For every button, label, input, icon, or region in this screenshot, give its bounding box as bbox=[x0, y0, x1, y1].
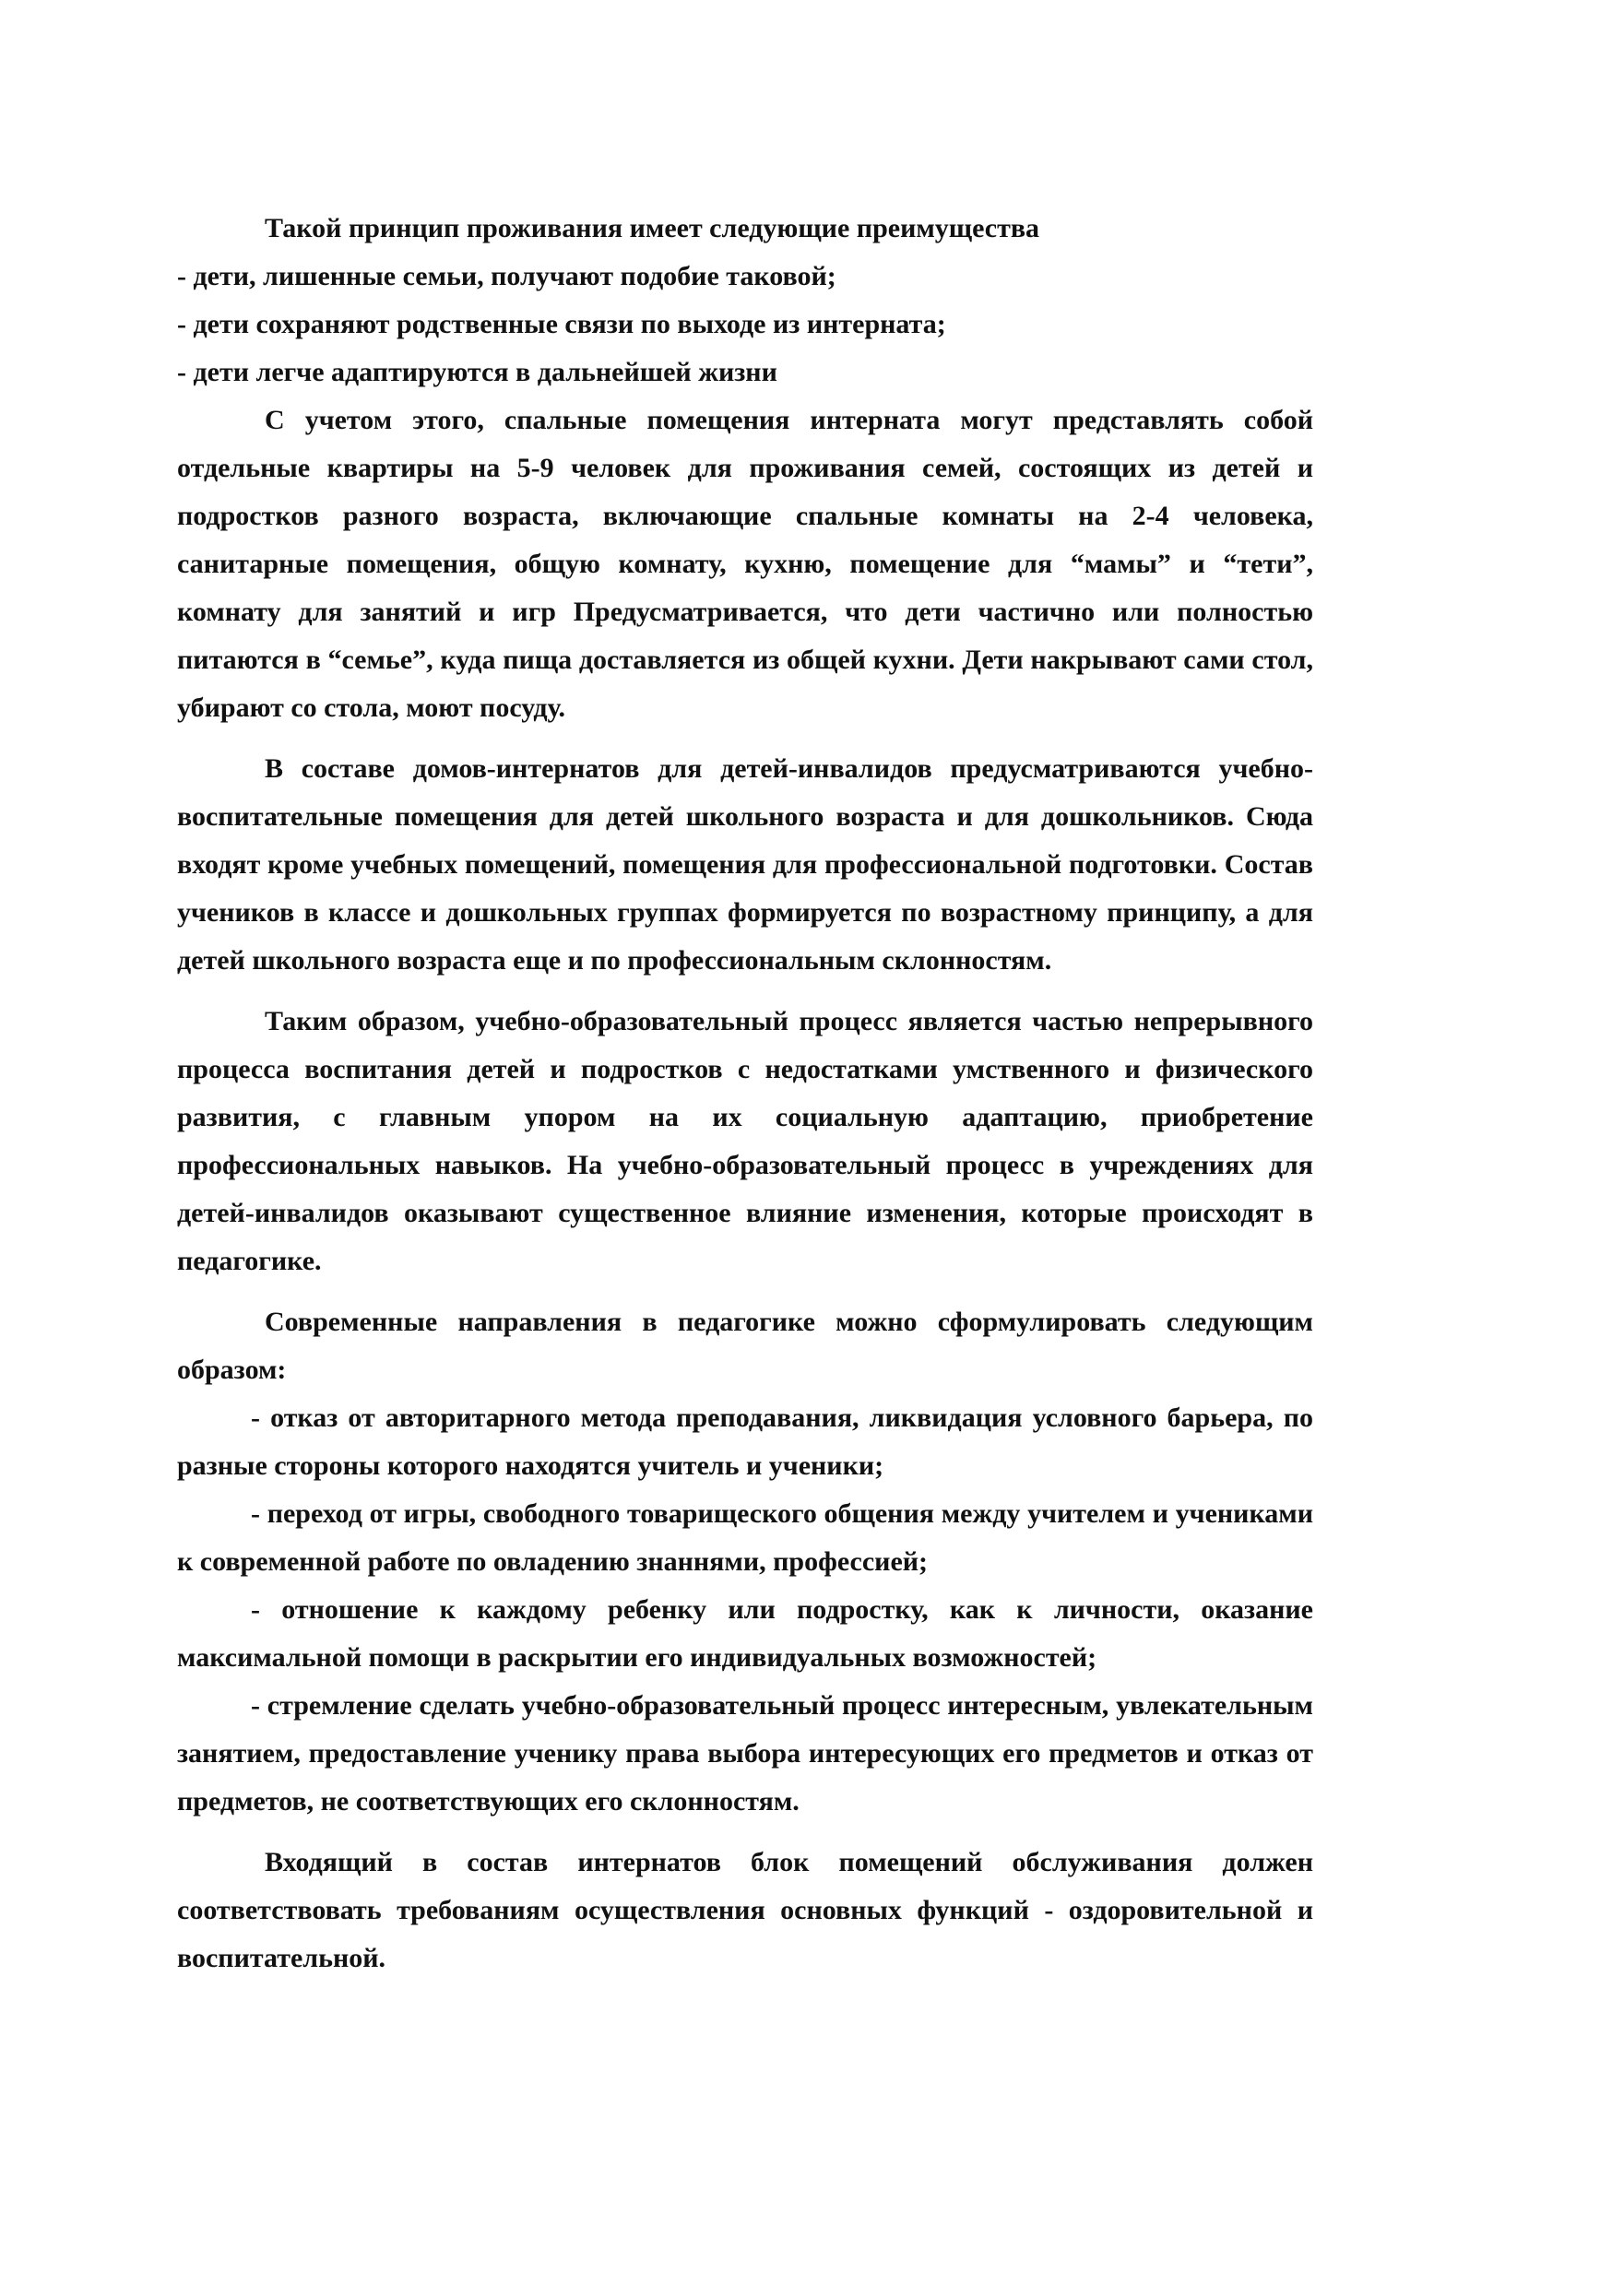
document-body bbox=[177, 205, 1313, 1982]
list-item: - отказ от авторитарного метода преподавания, ликвидация условного барьера, по разные стороны которого находятся учитель и ученики; bbox=[177, 1402, 1313, 1481]
paragraph: Такой принцип проживания имеет следующие преимущества bbox=[265, 213, 1040, 243]
list-item: - отношение к каждому ребенку или подростку, как к личности, оказание максимальной помощи в раскрытии его индивидуальных возможностей; bbox=[177, 1594, 1313, 1673]
list-item: - переход от игры, свободного товарищеского общения между учителем и учениками к современной работе по овладению знаннями, профессией; bbox=[177, 1498, 1313, 1577]
list-item: - дети сохраняют родственные связи по выходе из интерната; bbox=[177, 309, 946, 339]
paragraph: Таким образом, учебно-образовательный процесс является частью непрерывного процесса воспитания детей и подростков с недостатками умственного и физического развития, с главным упором на их социальную адаптацию, приобретение профессиональных навыков. На учебно-образовательный процесс в учреждениях для детей-инвалидов оказывают существенное влияние изменения, которые происходят в педагогике. bbox=[177, 1006, 1313, 1276]
paragraph: Современные направления в педагогике можно сформулировать следующим образом: bbox=[177, 1307, 1313, 1385]
paragraph: Входящий в состав интернатов блок помещений обслуживания должен соответствовать требованиям осуществления основных функций - оздоровительной и воспитательной. bbox=[177, 1847, 1313, 1973]
list-item: - дети, лишенные семьи, получают подобие таковой; bbox=[177, 261, 836, 291]
paragraph: В составе домов-интернатов для детей-инвалидов предусматриваются учебно-воспитательные помещения для детей школьного возраста и для дошкольников. Сюда входят кроме учебных помещений, помещения для профессиональной подготовки. Состав учеников в классе и дошкольных группах формируется по возрастному принципу, а для детей школьного возраста еще и по профессиональным склонностям. bbox=[177, 753, 1313, 976]
list-item: - стремление сделать учебно-образовательный процесс интересным, увлекательным занятием, предоставление ученику права выбора интересующих его предметов и отказ от предметов, не соответствующих его склонностям. bbox=[177, 1690, 1313, 1817]
paragraph: С учетом этого, спальные помещения интерната могут представлять собой отдельные квартиры на 5-9 человек для проживания семей, состоящих из детей и подростков разного возраста, включающие спальные комнаты на 2-4 человека, санитарные помещения, общую комнату, кухню, помещение для “мамы” и “тети”, комнату для занятий и игр Предусматривается, что дети частично или полностью питаются в “семье”, куда пища доставляется из общей кухни. Дети накрывают сами стол, убирают со стола, моют посуду. bbox=[177, 405, 1313, 723]
list-item: - дети легче адаптируются в дальнейшей жизни bbox=[177, 357, 777, 387]
